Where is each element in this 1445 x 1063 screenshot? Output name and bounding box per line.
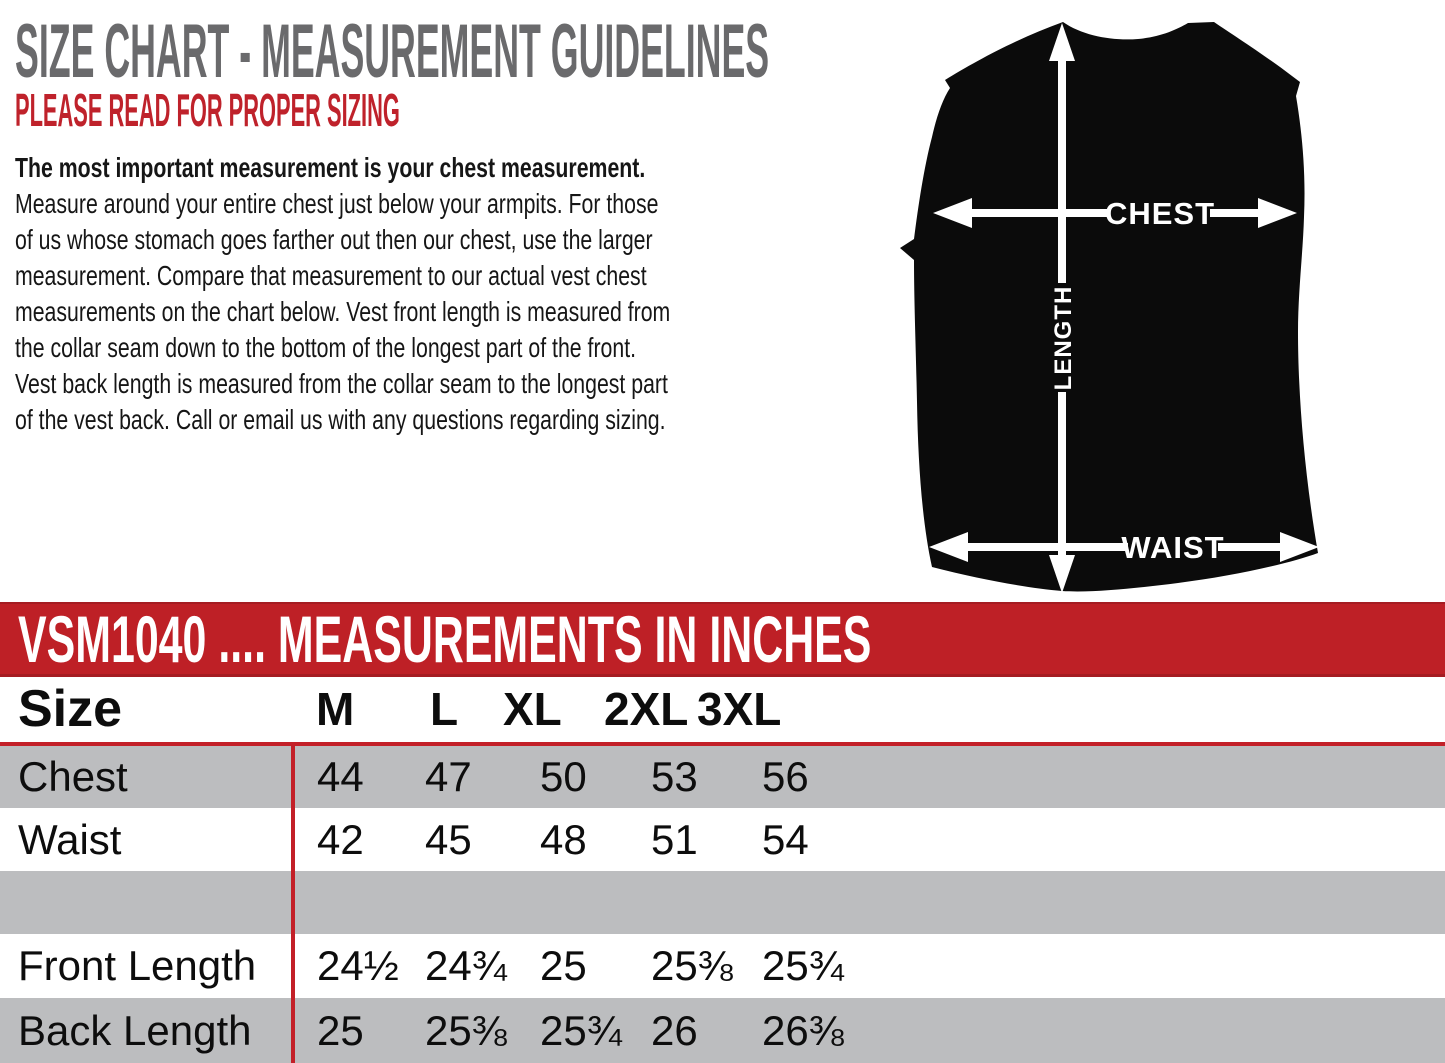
cell-value: 25⅜ [651,942,733,989]
row-label: Front Length [18,942,257,989]
cell-value: 25 [317,1007,364,1054]
row-label: Back Length [18,1007,252,1054]
intro-line: Vest back length is measured from the collar seam to the longest part [15,368,668,399]
cell-value: 25¾ [540,1007,622,1054]
page-subtitle [15,84,825,136]
cell-value: 25 [540,942,587,989]
intro-line: measurements on the chart below. Vest front length is measured from [15,296,671,327]
intro-line: The most important measurement is your chest measurement. [15,152,646,183]
length-label: LENGTH [1050,285,1077,391]
cell-value: 45 [425,816,472,863]
intro-line: the collar seam down to the bottom of the longest part of the front. [15,332,637,363]
intro-paragraph [15,150,995,438]
cell-value: 44 [317,753,364,800]
red-divider-vertical [291,746,295,1063]
cell-value: 42 [317,816,364,863]
intro-line: of us whose stomach goes farther out then our chest, use the larger [15,224,653,255]
table-row-chest [0,746,1445,808]
vest-diagram [888,2,1338,600]
cell-value: 25⅜ [425,1007,507,1054]
cell-value: 25¾ [762,942,844,989]
size-col-header-3xl: 3XL [697,683,782,735]
intro-line: of the vest back. Call or email us with any questions regarding sizing. [15,404,666,435]
cell-value: 24¾ [425,942,507,989]
table-row-waist [0,808,1445,871]
model-banner-text: VSM1040 .... MEASUREMENTS IN INCHES [18,602,872,676]
cell-value: 50 [540,753,587,800]
cell-value: 56 [762,753,809,800]
intro-line: Measure around your entire chest just below your armpits. For those [15,188,659,219]
row-label: Waist [18,816,122,863]
table-row-front-length [0,934,1445,998]
cell-value: 47 [425,753,472,800]
size-col-header-m: M [316,683,355,735]
row-label: Chest [18,753,128,800]
size-col-header-2xl: 2XL [604,683,689,735]
waist-label: WAIST [1121,530,1225,565]
size-col-header-l: L [430,683,459,735]
table-header-row [0,677,1445,742]
model-banner [0,602,1445,677]
vest-silhouette [900,22,1318,591]
cell-value: 54 [762,816,809,863]
model-banner-text-wrap [18,602,1331,677]
cell-value: 48 [540,816,587,863]
cell-value: 51 [651,816,698,863]
intro-line: measurement. Compare that measurement to our actual vest chest [15,260,647,291]
size-col-header-xl: XL [503,683,562,735]
page-title-text: SIZE CHART - MEASUREMENT GUIDELINES [15,9,770,94]
cell-value: 53 [651,753,698,800]
table-row-back-length [0,998,1445,1063]
cell-value: 26⅜ [762,1007,844,1054]
cell-value: 26 [651,1007,698,1054]
page-subtitle-text: PLEASE READ FOR PROPER SIZING [15,84,400,136]
chest-label: CHEST [1104,196,1216,231]
table-row-empty [0,871,1445,934]
cell-value: 24½ [317,942,399,989]
size-header-label: Size [18,680,123,738]
